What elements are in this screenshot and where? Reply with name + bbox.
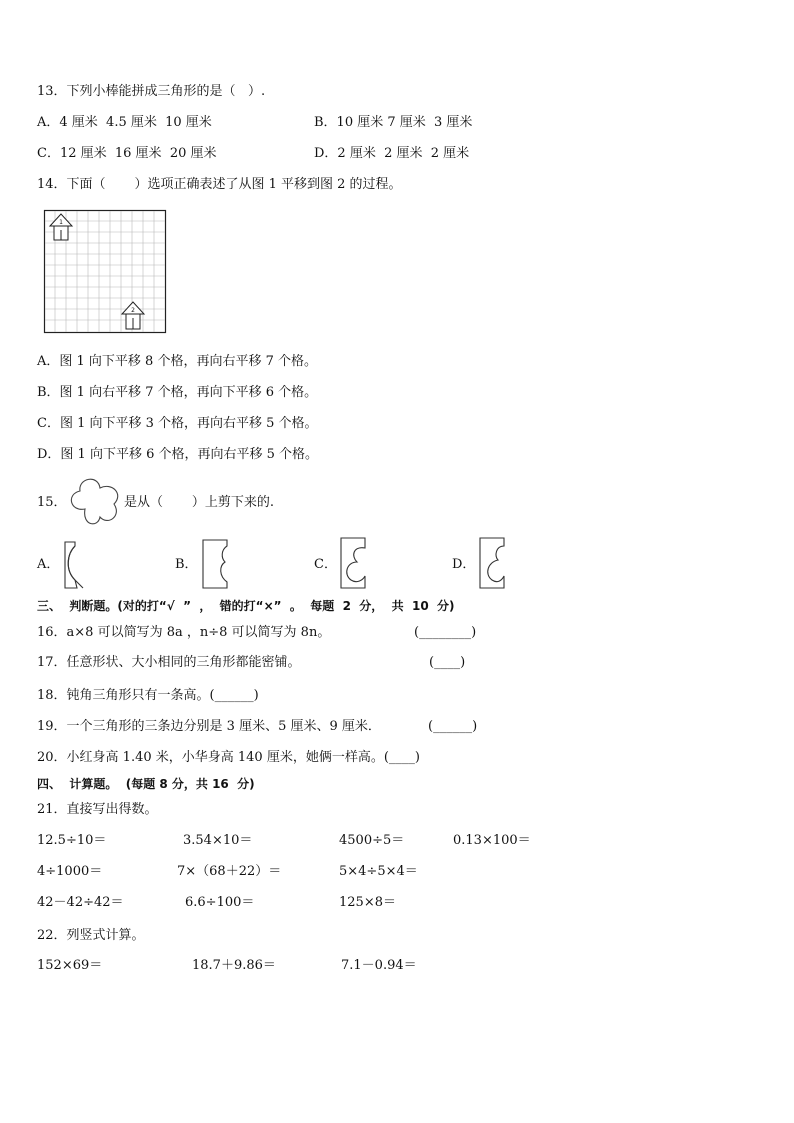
q15-number: 15．	[37, 495, 67, 510]
q22-stem: 22．列竖式计算。	[37, 928, 145, 943]
q17-answer-blank: (____)	[429, 655, 466, 670]
q21-item: 6.6÷100＝	[185, 895, 255, 910]
q21-item: 5×4÷5×4＝	[339, 864, 418, 879]
q15-option-d: D．	[452, 557, 476, 572]
q21-item: 12.5÷10＝	[37, 833, 107, 848]
q15-option-c-shape	[339, 536, 369, 590]
q14-option-a: A．图 1 向下平移 8 个格，再向右平移 7 个格。	[37, 354, 317, 369]
translation-grid-figure	[44, 210, 167, 334]
clover-shape-icon	[68, 476, 124, 530]
q15-stem: 是从（ ）上剪下来的.	[124, 495, 275, 510]
q13-option-a: A．4 厘米 4.5 厘米 10 厘米	[37, 115, 212, 130]
q14-option-b: B．图 1 向右平移 7 个格，再向下平移 6 个格。	[37, 385, 318, 400]
q22-item: 7.1－0.94＝	[341, 958, 417, 973]
q16-text: 16．a×8 可以简写为 8a ，n÷8 可以简写为 8n。	[37, 625, 331, 640]
q21-item: 4500÷5＝	[339, 833, 405, 848]
q15-option-c: C．	[314, 557, 337, 572]
q18-text: 18．钝角三角形只有一条高。(______)	[37, 688, 259, 703]
q20-text: 20．小红身高 1.40 米，小华身高 140 厘米，她俩一样高。(____)	[37, 750, 420, 765]
q13-stem: 13．下列小棒能拼成三角形的是（ ）.	[37, 84, 266, 99]
q15-option-a-shape	[63, 540, 93, 590]
q15-option-b-shape	[201, 538, 231, 590]
q22-item: 18.7＋9.86＝	[192, 958, 276, 973]
q14-option-c: C．图 1 向下平移 3 个格，再向右平移 5 个格。	[37, 416, 318, 431]
q21-item: 7×（68＋22）＝	[177, 864, 282, 879]
q16-answer-blank: (________)	[414, 625, 477, 640]
q15-option-b: B．	[175, 557, 198, 572]
figure-1-label: 1	[59, 219, 63, 226]
q21-item: 4÷1000＝	[37, 864, 103, 879]
q22-item: 152×69＝	[37, 958, 103, 973]
figure-2-label: 2	[131, 307, 135, 314]
q19-answer-blank: (______)	[428, 719, 478, 734]
q17-text: 17．任意形状、大小相同的三角形都能密铺。	[37, 655, 301, 670]
q21-stem: 21．直接写出得数。	[37, 802, 158, 817]
q13-option-c: C．12 厘米 16 厘米 20 厘米	[37, 146, 217, 161]
q14-option-d: D．图 1 向下平移 6 个格，再向右平移 5 个格。	[37, 447, 319, 462]
q13-option-d: D．2 厘米 2 厘米 2 厘米	[314, 146, 470, 161]
section-4-title: 四、 计算题。 (每题 8 分，共 16 分)	[37, 777, 255, 791]
q19-text: 19．一个三角形的三条边分别是 3 厘米、5 厘米、9 厘米．	[37, 719, 381, 734]
q14-stem: 14．下面（ ）选项正确表述了从图 1 平移到图 2 的过程。	[37, 177, 402, 192]
q21-item: 42－42÷42＝	[37, 895, 124, 910]
q13-option-b: B．10 厘米 7 厘米 3 厘米	[314, 115, 473, 130]
q21-item: 125×8＝	[339, 895, 396, 910]
section-3-title: 三、 判断题。(对的打“√ ” ， 错的打“×” 。 每题 2 分， 共 10 分)	[37, 599, 455, 613]
q21-item: 3.54×10＝	[183, 833, 253, 848]
q15-option-a: A．	[37, 557, 60, 572]
q21-item: 0.13×100＝	[453, 833, 531, 848]
q15-option-d-shape	[478, 536, 508, 590]
